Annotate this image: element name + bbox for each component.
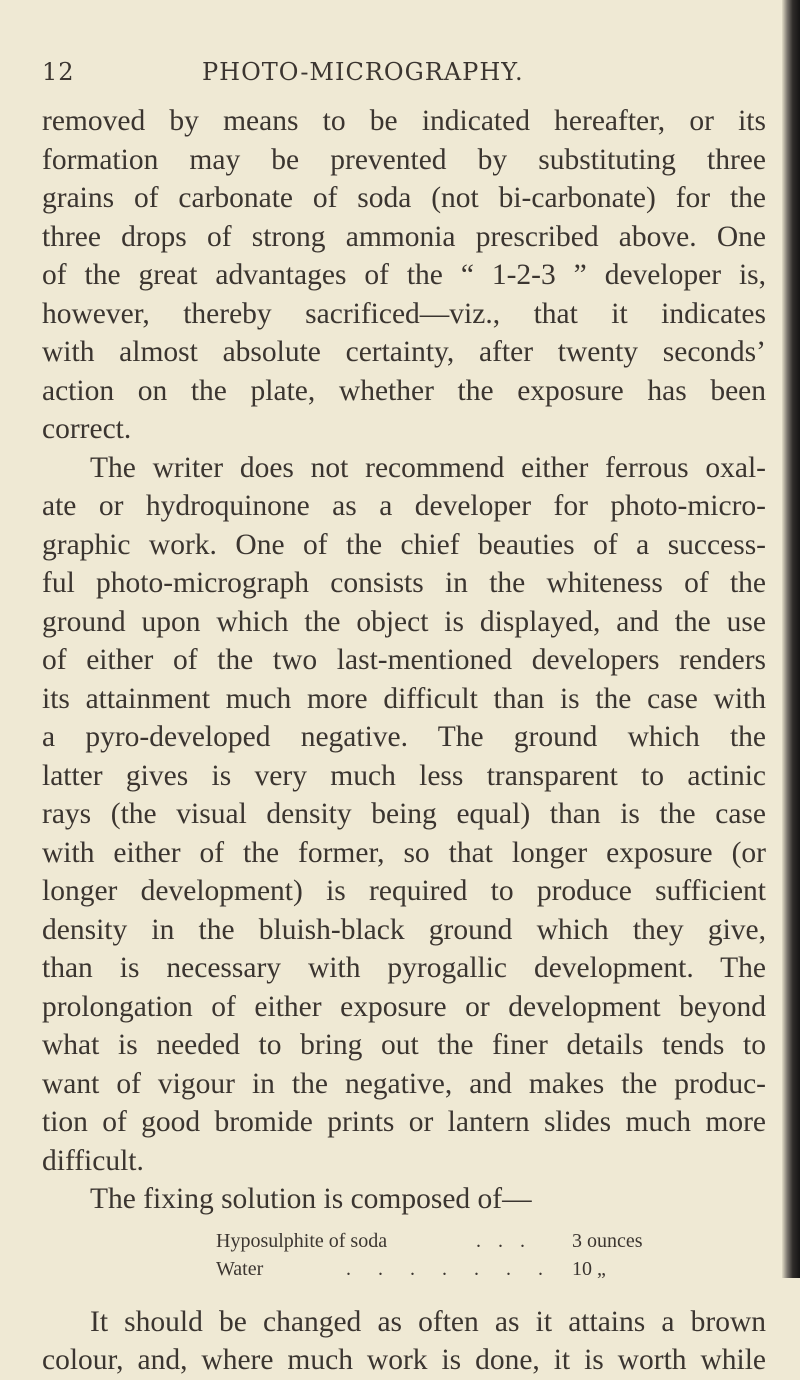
ingredient-quantity: 10 „ [572, 1257, 606, 1280]
text-line: longer development) is required to produce sufficient [42, 875, 766, 907]
paragraph-3 [42, 1180, 766, 1219]
text-line: want of vigour in the negative, and makes the produc- [42, 1067, 766, 1100]
text-line: formation may be prevented by substituting three [42, 143, 766, 176]
text-line: grains of carbonate of soda (not bi-carbonate) for the [42, 182, 766, 214]
spacer [42, 1283, 766, 1303]
spacer [42, 1219, 766, 1227]
text-line: The fixing solution is composed of— [90, 1183, 532, 1215]
text-line: difficult. [42, 1144, 144, 1177]
text-line: its attainment much more difficult than is the case with [42, 682, 766, 715]
page-header [42, 58, 762, 88]
text-line: of either of the two last-mentioned developers renders [42, 644, 766, 676]
paragraph-4 [42, 1303, 766, 1380]
text-line: a pyro-developed negative. The ground which the [42, 721, 766, 753]
text-line: however, thereby sacrificed—viz., that it indicates [42, 297, 766, 330]
ingredient-quantity: 3 ounces [572, 1229, 643, 1252]
leader-dots: . . . [476, 1229, 531, 1252]
page-number: 12 [42, 58, 75, 86]
text-line: ground upon which the object is displayed, and the use [42, 605, 766, 638]
text-line: action on the plate, whether the exposure has been [42, 374, 766, 407]
body-text [42, 102, 766, 1380]
page-edge-shadow [782, 0, 800, 1278]
text-line: removed by means to be indicated hereafter, or its [42, 105, 766, 137]
text-line: rays (the visual density being equal) than is the case [42, 798, 766, 830]
text-line: ate or hydroquinone as a developer for photo-micro- [42, 490, 766, 522]
text-line: what is needed to bring out the finer details tends to [42, 1029, 766, 1061]
text-line: colour, and, where much work is done, it is worth while [42, 1344, 766, 1376]
text-line: density in the bluish-black ground which they give, [42, 913, 766, 946]
text-line: with almost absolute certainty, after twenty seconds’ [42, 336, 766, 368]
table-row [216, 1255, 716, 1283]
text-line: It should be changed as often as it attains a brown [90, 1305, 766, 1338]
text-line: latter gives is very much less transparent to actinic [42, 759, 766, 792]
ingredient-name: Water [216, 1257, 264, 1280]
text-line: graphic work. One of the chief beauties of a success- [42, 528, 766, 561]
table-row [216, 1227, 716, 1255]
text-line: ful photo-micrograph consists in the whiteness of the [42, 567, 766, 599]
fixing-solution-table [216, 1227, 716, 1283]
text-line: tion of good bromide prints or lantern slides much more [42, 1106, 766, 1138]
text-line: of the great advantages of the “ 1-2-3 ” developer is, [42, 259, 766, 291]
text-line: than is necessary with pyrogallic development. The [42, 952, 766, 984]
paragraph-1 [42, 102, 766, 449]
leader-dots: . . . . . . . [346, 1257, 554, 1280]
running-head: PHOTO-MICROGRAPHY. [202, 58, 524, 86]
text-line: with either of the former, so that longer exposure (or [42, 836, 766, 869]
text-line: three drops of strong ammonia prescribed above. One [42, 220, 766, 253]
text-line: The writer does not recommend either ferrous oxal- [90, 451, 766, 484]
ingredient-name: Hyposulphite of soda [216, 1229, 388, 1252]
text-line: prolongation of either exposure or development beyond [42, 990, 766, 1023]
paragraph-2 [42, 449, 766, 1181]
text-line: correct. [42, 413, 132, 445]
